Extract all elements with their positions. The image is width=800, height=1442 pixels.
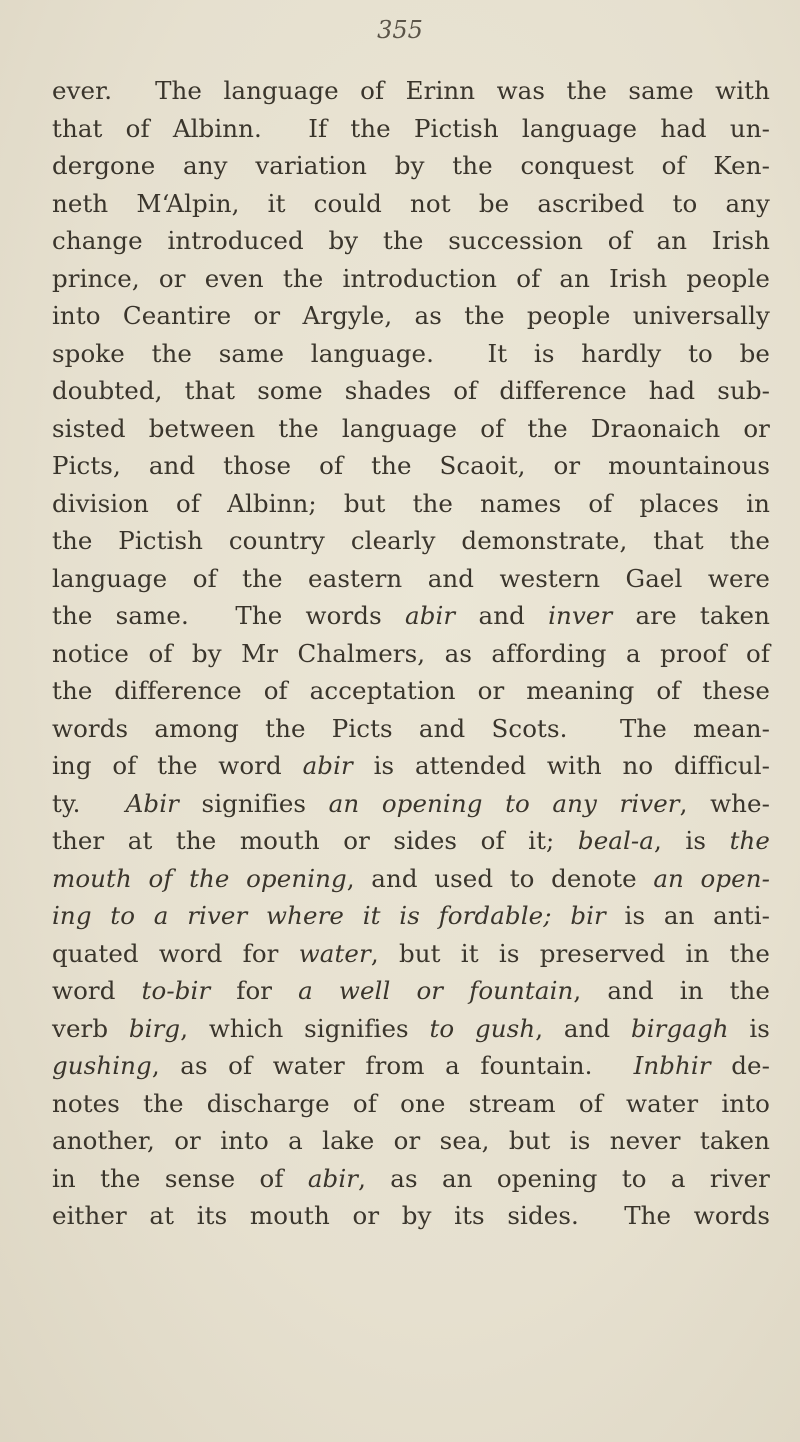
text-segment: the Pictish country clearly demonstrate, that the [52, 526, 770, 555]
text-line [52, 1197, 770, 1235]
body-text [52, 72, 770, 1235]
text-line [52, 372, 770, 410]
italic-segment: ing to a river where it is fordable; [52, 901, 552, 930]
text-line [52, 185, 770, 223]
text-segment: and [455, 601, 549, 630]
italic-segment: the [729, 826, 770, 855]
text-segment: the same. The words [52, 601, 405, 630]
text-line [52, 335, 770, 373]
italic-segment: Inbhir [633, 1051, 711, 1080]
text-line [52, 560, 770, 598]
text-line [52, 1122, 770, 1160]
text-segment: de- [710, 1051, 770, 1080]
text-line [52, 1085, 770, 1123]
text-line [52, 672, 770, 710]
italic-segment: beal-a [577, 826, 655, 855]
text-segment: , as of water from a fountain. [151, 1051, 634, 1080]
text-segment: either at its mouth or by its sides. The words [52, 1201, 770, 1230]
text-line [52, 897, 770, 935]
text-segment: for [210, 976, 299, 1005]
text-segment: dergone any variation by the conquest of Ken- [52, 151, 770, 180]
text-segment: prince, or even the introduction of an Irish people [52, 263, 770, 293]
text-segment: doubted, that some shades of difference had sub- [52, 376, 770, 405]
text-segment: , but it is preserved in the [370, 938, 770, 968]
text-line [52, 222, 770, 260]
text-segment: words among the Picts and Scots. The mean- [52, 713, 770, 743]
text-segment: signifies [178, 788, 329, 818]
italic-segment: abir [307, 1163, 359, 1193]
text-segment: notes the discharge of one stream of water into [52, 1088, 770, 1118]
italic-segment: birg [128, 1013, 181, 1043]
text-line [52, 410, 770, 448]
text-segment: verb [52, 1013, 129, 1043]
text-line [52, 260, 770, 298]
text-line [52, 447, 770, 485]
text-segment: spoke the same language. It is hardly to be [52, 338, 770, 368]
text-segment: change introduced by the succession of an Irish [52, 226, 770, 255]
text-line [52, 1047, 770, 1085]
text-segment: neth M‘Alpin, it could not be ascribed to any [52, 188, 770, 218]
text-segment: ty. [52, 788, 126, 818]
text-line [52, 935, 770, 973]
text-segment: Picts, and those of the Scaoit, or mountainous [52, 451, 770, 480]
text-segment: , whe- [679, 788, 770, 818]
italic-segment: abir [302, 751, 353, 780]
text-segment: is [728, 1013, 770, 1043]
text-segment: quated word for [52, 938, 299, 968]
text-segment: , and [535, 1013, 631, 1043]
text-segment: , is [654, 826, 730, 855]
text-segment: notice of by Mr Chalmers, as affording a proof of [52, 638, 770, 668]
page-number: 355 [377, 16, 423, 44]
text-segment: are taken [612, 601, 770, 630]
italic-segment: inver [548, 601, 613, 630]
italic-segment: abir [405, 601, 456, 630]
text-line [52, 1010, 770, 1048]
italic-segment: to gush [429, 1013, 536, 1043]
text-segment: ther at the mouth or sides of it; [52, 826, 578, 855]
text-line [52, 597, 770, 635]
italic-segment: bir [570, 901, 606, 930]
text-line [52, 147, 770, 185]
text-line [52, 860, 770, 898]
italic-segment: an open- [653, 863, 770, 893]
text-segment: the difference of acceptation or meaning of these [52, 676, 770, 705]
italic-segment: gushing [52, 1051, 152, 1080]
italic-segment: an opening to any river [328, 788, 680, 818]
text-segment: , and used to denote [346, 863, 654, 893]
text-line [52, 72, 770, 110]
text-segment [552, 901, 571, 930]
italic-segment: to-bir [141, 976, 211, 1005]
text-line [52, 822, 770, 860]
text-segment: division of Albinn; but the names of places in [52, 488, 770, 518]
text-line [52, 110, 770, 148]
text-segment: in the sense of [52, 1163, 308, 1193]
italic-segment: Abir [125, 788, 179, 818]
text-segment: is attended with no difficul- [352, 751, 771, 780]
text-segment: is an anti- [605, 901, 771, 930]
text-segment: , and in the [573, 976, 770, 1005]
text-segment: language of the eastern and western Gael were [52, 563, 770, 593]
italic-segment: water [298, 938, 371, 968]
text-segment: ing of the word [52, 751, 303, 780]
text-line [52, 747, 770, 785]
text-segment: into Ceantire or Argyle, as the people universally [52, 301, 770, 330]
text-segment: another, or into a lake or sea, but is never taken [52, 1126, 770, 1155]
text-segment: ever. The language of Erinn was the same with [52, 76, 770, 105]
text-segment: sisted between the language of the Draonaich or [52, 413, 770, 443]
text-line [52, 635, 770, 673]
text-segment: , which signifies [180, 1013, 430, 1043]
text-line [52, 785, 770, 823]
text-line [52, 710, 770, 748]
text-line [52, 972, 770, 1010]
text-line [52, 297, 770, 335]
italic-segment: a well or fountain [298, 976, 574, 1005]
text-line [52, 1160, 770, 1198]
text-segment: word [52, 976, 142, 1005]
text-segment: , as an opening to a river [358, 1163, 770, 1193]
italic-segment: the opening [189, 863, 347, 893]
text-segment [172, 864, 189, 893]
italic-segment: mouth of [52, 863, 173, 893]
text-line [52, 485, 770, 523]
italic-segment: birgagh [630, 1013, 729, 1043]
text-segment: that of Albinn. If the Pictish language had un- [52, 113, 770, 143]
text-line [52, 522, 770, 560]
